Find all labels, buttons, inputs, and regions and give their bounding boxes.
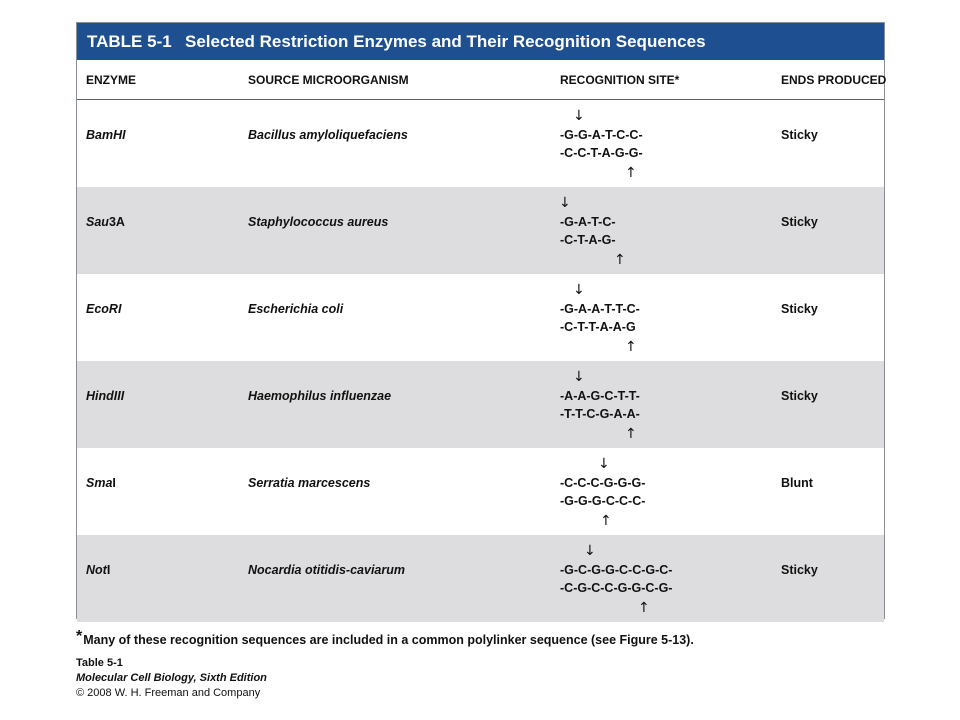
- enzyme-name-italic: BamHI: [86, 128, 126, 142]
- table-row: [77, 187, 884, 274]
- recognition-site-top-strand: -G-G-A-T-C-C-: [560, 128, 643, 142]
- cleavage-up-arrow-icon: ↑: [600, 513, 612, 529]
- recognition-site-bottom-strand: -C-T-A-G-: [560, 233, 616, 247]
- recognition-site-top-strand: -G-A-T-C-: [560, 215, 616, 229]
- table-title-bar: [77, 23, 884, 60]
- recognition-site-top-strand: -G-A-A-T-T-C-: [560, 302, 640, 316]
- enzyme-cell: [86, 563, 110, 577]
- table-row: [77, 361, 884, 448]
- cleavage-down-arrow-icon: ↓: [573, 108, 585, 124]
- footnote-marker: *: [76, 628, 83, 645]
- header-enzyme: ENZYME: [86, 73, 137, 87]
- table-footnote: [76, 628, 694, 647]
- cleavage-down-arrow-icon: ↓: [598, 456, 610, 472]
- enzyme-name-italic: HindIII: [86, 389, 125, 403]
- ends-produced-cell: Sticky: [781, 563, 818, 577]
- header-recognition-site: RECOGNITION SITE*: [560, 73, 680, 87]
- enzyme-cell: [86, 302, 121, 316]
- table-row: [77, 448, 884, 535]
- enzyme-name-italic: Sma: [86, 476, 113, 490]
- recognition-site-bottom-strand: -C-C-T-A-G-G-: [560, 146, 643, 160]
- enzyme-cell: [86, 476, 116, 490]
- table-row: [77, 274, 884, 361]
- table-row: [77, 100, 884, 187]
- enzyme-cell: [86, 215, 125, 229]
- caption-label: Table 5-1: [76, 657, 123, 669]
- recognition-site-top-strand: -G-C-G-G-C-C-G-C-: [560, 563, 673, 577]
- header-source-microorganism: SOURCE MICROORGANISM: [248, 73, 409, 87]
- source-microorganism-cell: Serratia marcescens: [248, 476, 371, 490]
- source-microorganism-cell: Bacillus amyloliquefaciens: [248, 128, 408, 142]
- cleavage-down-arrow-icon: ↓: [573, 369, 585, 385]
- cleavage-up-arrow-icon: ↑: [625, 426, 637, 442]
- cleavage-down-arrow-icon: ↓: [584, 543, 596, 559]
- ends-produced-cell: Sticky: [781, 389, 818, 403]
- cleavage-up-arrow-icon: ↑: [625, 339, 637, 355]
- header-ends-produced: ENDS PRODUCED: [781, 73, 887, 87]
- enzyme-cell: [86, 128, 126, 142]
- ends-produced-cell: Sticky: [781, 302, 818, 316]
- table-header-row: [77, 60, 887, 100]
- caption-book-title: Molecular Cell Biology, Sixth Edition: [76, 672, 267, 684]
- ends-produced-cell: Blunt: [781, 476, 813, 490]
- recognition-site-top-strand: -A-A-G-C-T-T-: [560, 389, 640, 403]
- recognition-site-bottom-strand: -G-G-G-C-C-C-: [560, 494, 646, 508]
- enzyme-cell: [86, 389, 124, 403]
- table-row: [77, 535, 884, 622]
- cleavage-up-arrow-icon: ↑: [638, 600, 650, 616]
- cleavage-down-arrow-icon: ↓: [559, 195, 571, 211]
- source-microorganism-cell: Haemophilus influenzae: [248, 389, 392, 403]
- table-title: Selected Restriction Enzymes and Their Recognition Sequences: [185, 32, 706, 51]
- enzyme-name-roman: I: [112, 476, 116, 490]
- table-label: TABLE 5-1: [87, 32, 172, 51]
- enzyme-name-roman: I: [106, 563, 111, 577]
- restriction-enzyme-table: [76, 22, 885, 619]
- cleavage-up-arrow-icon: ↑: [625, 165, 637, 181]
- enzyme-name-italic: EcoRI: [86, 302, 122, 316]
- recognition-site-bottom-strand: -C-G-C-C-G-G-C-G-: [560, 581, 673, 595]
- source-microorganism-cell: Escherichia coli: [248, 302, 344, 316]
- source-microorganism-cell: Staphylococcus aureus: [248, 215, 389, 229]
- cleavage-down-arrow-icon: ↓: [573, 282, 585, 298]
- enzyme-name-roman: 3A: [108, 215, 125, 229]
- ends-produced-cell: Sticky: [781, 215, 818, 229]
- recognition-site-bottom-strand: -T-T-C-G-A-A-: [560, 407, 640, 421]
- figure-caption: [76, 656, 267, 701]
- enzyme-name-italic: Sau: [86, 215, 109, 229]
- cleavage-up-arrow-icon: ↑: [614, 252, 626, 268]
- caption-copyright: © 2008 W. H. Freeman and Company: [76, 687, 261, 699]
- recognition-site-bottom-strand: -C-T-T-A-A-G: [560, 320, 636, 334]
- source-microorganism-cell: Nocardia otitidis-caviarum: [248, 563, 405, 577]
- ends-produced-cell: Sticky: [781, 128, 818, 142]
- recognition-site-top-strand: -C-C-C-G-G-G-: [560, 476, 646, 490]
- enzyme-name-italic: Not: [86, 563, 107, 577]
- footnote-text: Many of these recognition sequences are included in a common polylinker sequence (see Figure 5-13).: [83, 633, 694, 647]
